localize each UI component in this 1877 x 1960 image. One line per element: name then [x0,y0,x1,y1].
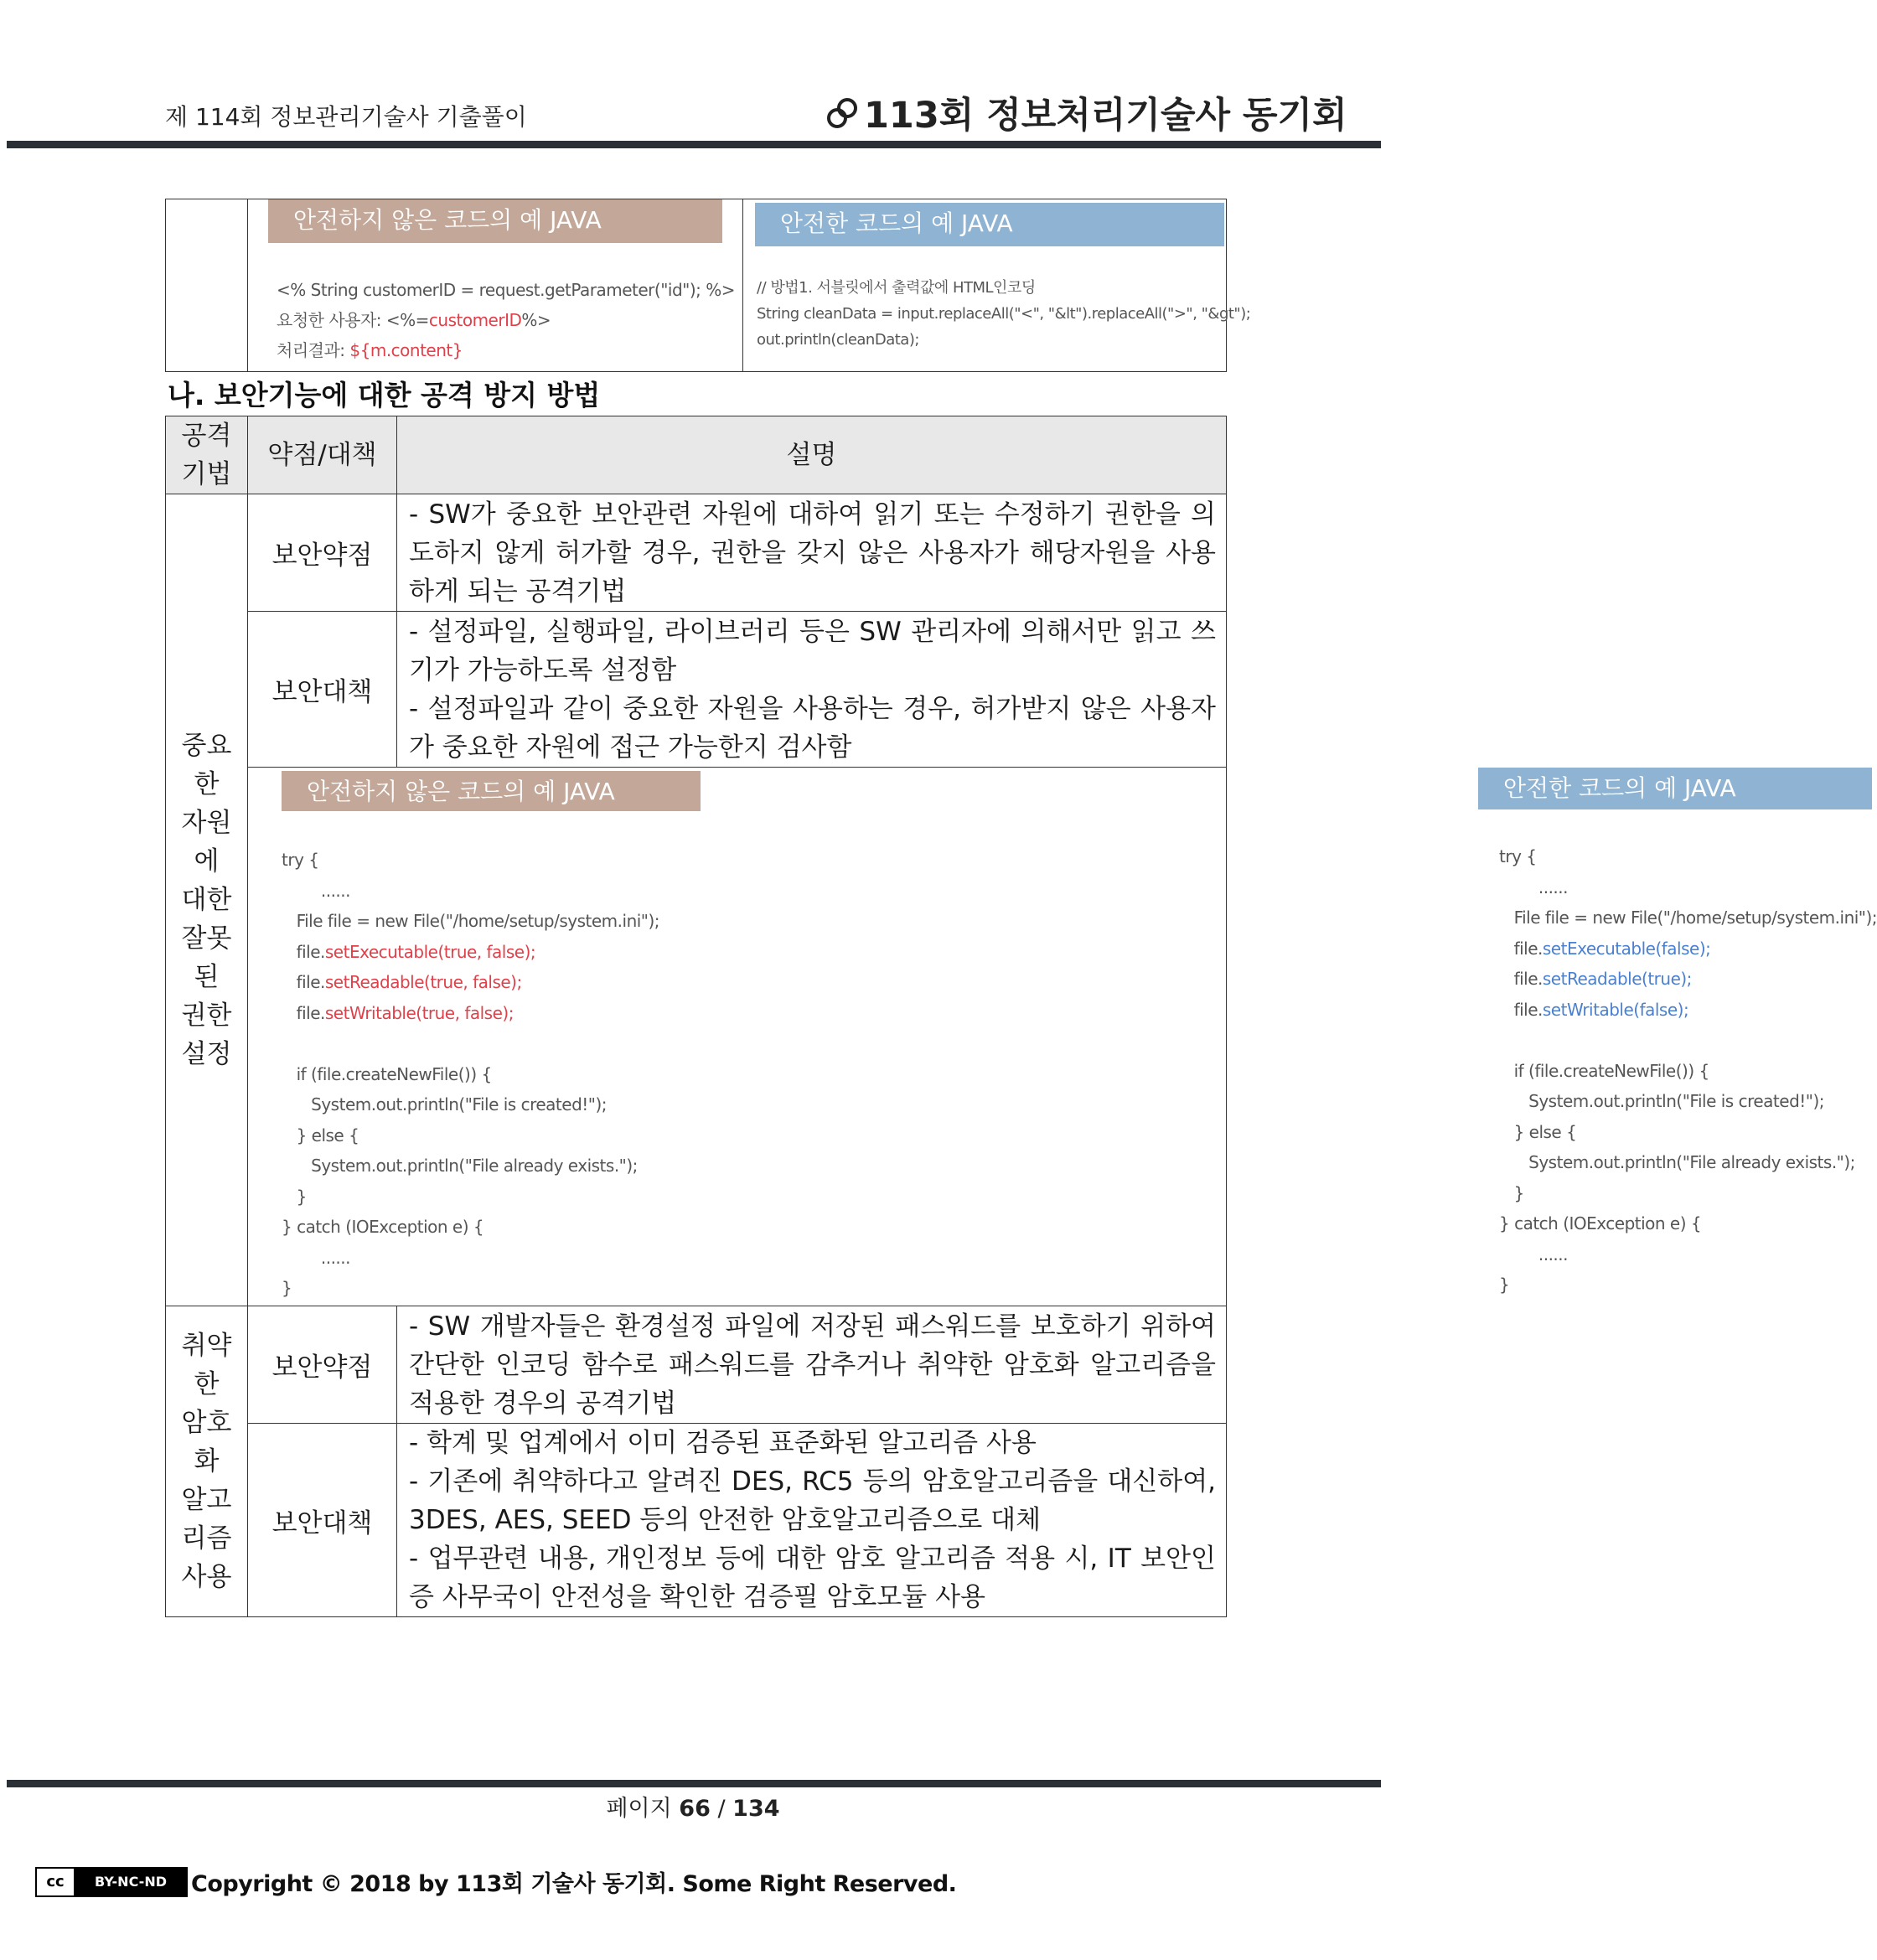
code-token: out.println(cleanData); [757,331,919,349]
code-line [1499,1086,1877,1117]
safe-code [1499,841,1877,1301]
code-token: } [282,1278,292,1298]
page-number [0,1790,1386,1823]
code-line [1499,1025,1877,1056]
code-line [1499,1270,1877,1301]
page-current: 66 [679,1796,711,1822]
table-row-code [166,768,1227,1306]
top-safe-code [757,275,1250,353]
safe-banner: 안전한 코드의 예 JAVA [1478,768,1872,809]
code-token: try { [282,850,319,870]
code-line [282,1120,659,1151]
table-row [166,1306,1227,1424]
code-token: setExecutable(true, false); [324,941,536,962]
code-token: File file = new File("/home/setup/system.ini"); [1499,908,1877,928]
row-label: 보안대책 [248,612,397,768]
code-token: } [1499,1275,1510,1295]
code-token: customerID [428,310,522,330]
code-token: ...... [1499,1244,1569,1264]
top-unsafe-banner: 안전하지 않은 코드의 예 JAVA [268,199,722,243]
code-line [1499,1178,1877,1209]
code-token: setWritable(true, false); [324,1002,514,1023]
row-desc: - SW가 중요한 보안관련 자원에 대하여 읽기 또는 수정하기 권한을 의도하지 않게 허가할 경우, 권한을 갖지 않은 사용자가 해당자원을 사용하게 되는 공격기법 [397,494,1227,612]
code-line [1499,933,1877,964]
table-row [166,494,1227,612]
link-logo-icon [825,96,859,130]
code-token: setWritable(false); [1542,999,1689,1020]
code-line [282,967,659,998]
unsafe-code-image [248,768,1227,1306]
code-line [282,1243,659,1274]
code-line [757,275,1250,301]
code-line [1499,1239,1877,1270]
code-token: File file = new File("/home/setup/system.ini"); [282,911,660,931]
code-token: file. [282,941,325,962]
header-weak: 약점/대책 [248,416,397,494]
top-code-table [165,199,1251,372]
code-token: %> [521,310,551,330]
copyright-text: Copyright © 2018 by 113회 기술사 동기회. Some Right Reserved. [191,1871,957,1897]
code-token: } [1499,1182,1524,1203]
top-safe-banner: 안전한 코드의 예 JAVA [755,203,1224,246]
section-title: 나. 보안기능에 대한 공격 방지 방법 [168,379,601,411]
table-row [166,612,1227,768]
code-line [282,906,659,937]
code-token: file. [1499,938,1543,959]
code-line [282,998,659,1029]
code-line [1499,995,1877,1026]
code-line [282,876,659,907]
attack-improper-permission: 중요 한 자원 에 대한 잘못 된 권한 설정 [166,494,248,1306]
code-token: } catch (IOException e) { [1499,1213,1702,1233]
code-line [277,305,735,335]
cc-type: BY-NC-ND [75,1869,186,1895]
code-token: ...... [282,880,351,901]
header-desc: 설명 [397,416,1227,494]
code-line [1499,964,1877,995]
code-token: file. [282,1002,325,1023]
code-token: setReadable(true); [1542,969,1692,989]
row-label: 보안대책 [248,1424,397,1617]
attack-weak-crypto: 취약 한 암호 화 알고 리즘 사용 [166,1306,248,1617]
code-line [282,1028,659,1059]
code-token: setReadable(true, false); [324,972,522,992]
code-token: if (file.createNewFile()) { [282,1063,492,1084]
footer-rule [7,1780,1381,1787]
code-line [1499,1208,1877,1239]
code-line [282,1151,659,1182]
code-token: String cleanData = input.replaceAll("<", "&lt").replaceAll(">", "&gt"); [757,305,1251,323]
row-label: 보안약점 [248,494,397,612]
row-desc: - 설정파일, 실행파일, 라이브러리 등은 SW 관리자에 의해서만 읽고 쓰기가 가능하도록 설정함 - 설정파일과 같이 중요한 자원을 사용하는 경우, 허가받지 않은 사용자가 중요한 자원에 접근 가능한지 검사함 [397,612,1227,768]
security-attack-table [165,416,1877,1617]
code-token: 요청한 사용자: <%= [277,310,429,330]
row-desc: - SW 개발자들은 환경설정 파일에 저장된 패스워드를 보호하기 위하여 간단한 인코딩 함수로 패스워드를 감추거나 취약한 암호화 알고리즘을 적용한 경우의 공격기법 [397,1306,1227,1424]
code-token: ...... [282,1247,351,1268]
license-area [35,1865,956,1898]
code-token: System.out.println("File already exists."); [1499,1152,1855,1172]
code-token: try { [1499,846,1537,866]
code-token: System.out.println("File is created!"); [1499,1091,1825,1111]
code-line [757,327,1250,353]
code-line [282,1273,659,1304]
code-token: 처리결과: [277,340,350,360]
code-line [282,1059,659,1090]
code-token: } else { [282,1125,359,1145]
code-line [1499,872,1877,903]
code-token: } else { [1499,1121,1577,1142]
code-line [282,937,659,968]
page-prefix: 페이지 [606,1796,672,1822]
code-token: if (file.createNewFile()) { [1499,1060,1709,1081]
header-attack: 공격 기법 [166,416,248,494]
code-token: <% String customerID = request.getParameter("id"); %> [277,280,736,300]
code-line [282,1089,659,1120]
code-line [282,1212,659,1243]
code-token: } catch (IOException e) { [282,1217,484,1237]
code-line [1499,902,1877,933]
code-line [1499,1056,1877,1087]
code-token: } [282,1186,307,1207]
code-token: System.out.println("File is created!"); [282,1094,608,1114]
top-empty-cell [166,199,248,372]
code-line [1499,1147,1877,1178]
code-token: file. [1499,999,1543,1020]
table-row [166,1424,1227,1617]
code-token: System.out.println("File already exists."); [282,1156,638,1176]
header-right-title [825,87,1347,138]
page-total: 134 [732,1796,780,1822]
code-token: // 방법1. 서블릿에서 출력값에 HTML인코딩 [757,279,1036,297]
top-safe-code-image [743,199,1251,372]
code-token: file. [282,972,325,992]
unsafe-code [282,845,659,1304]
header-rule [7,141,1381,148]
code-token: file. [1499,969,1543,989]
unsafe-banner: 안전하지 않은 코드의 예 JAVA [282,771,701,811]
page-sep: / [717,1796,726,1822]
top-unsafe-code [277,275,735,365]
row-label: 보안약점 [248,1306,397,1424]
cc-icon: cc [37,1869,75,1895]
header-right-text: 113회 정보처리기술사 동기회 [864,95,1347,137]
code-line [757,301,1250,327]
top-unsafe-code-image [248,199,743,372]
code-line [1499,841,1877,872]
code-line [277,335,735,365]
header-left-title: 제 114회 정보관리기술사 기출풀이 [165,103,527,131]
row-desc: - 학계 및 업계에서 이미 검증된 표준화된 알고리즘 사용 - 기존에 취약하다고 알려진 DES, RC5 등의 암호알고리즘을 대신하여, 3DES, AES, SEED 등의 안전한 암호알고리즘으로 대체 - 업무관련 내용, 개인정보 등에 대한 암호 알고리즘 적용 시, IT 보안인증 사무국이 안전성을 확인한 검증필 암호모듈 사용 [397,1424,1227,1617]
code-token: ${m.content} [349,340,463,360]
code-line [1499,1117,1877,1148]
code-token: ...... [1499,877,1569,897]
code-line [277,275,735,305]
code-token: setExecutable(false); [1542,938,1711,959]
cc-license-badge [35,1867,188,1897]
code-line [282,845,659,876]
code-line [282,1182,659,1213]
